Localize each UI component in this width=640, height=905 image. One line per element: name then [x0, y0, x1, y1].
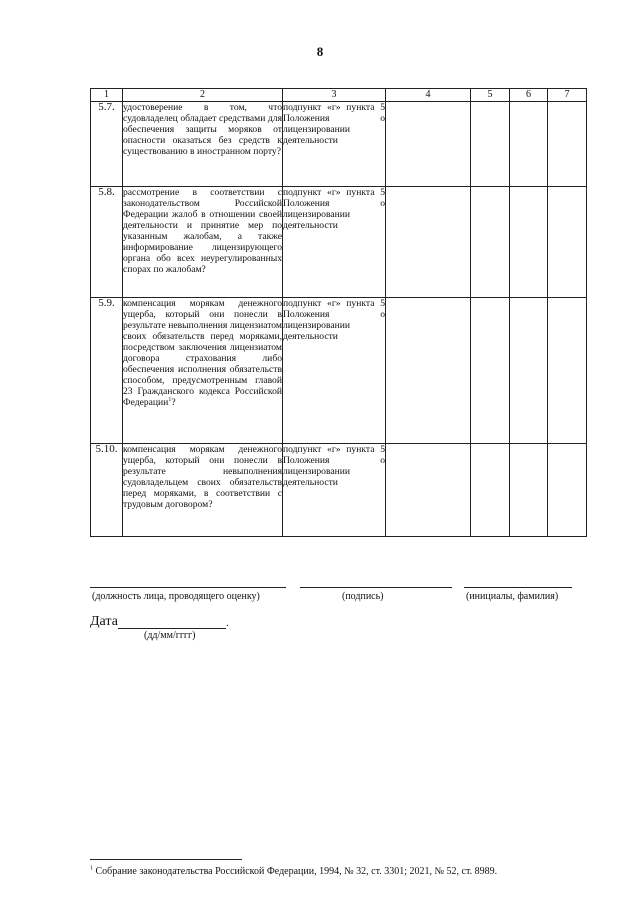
footnote-number: 1: [90, 865, 93, 872]
footnote: [90, 866, 497, 877]
question-text: компенсация морякам денежного ущерба, который они понесли в результате невыполнения лицензиатом своих обязательств перед моряками, посредством заключения лицензиатом договора страхования либо обеспечения исполнения обязательств способом, предусмотренным главой 23 Гражданского кодекса Российской Федерации: [123, 298, 282, 408]
table-row: [91, 298, 587, 444]
answer-cell[interactable]: [386, 444, 471, 537]
footnote-text: Собрание законодательства Российской Федерации, 1994, № 32, ст. 3301; 2021, № 52, ст. 8989.: [95, 866, 498, 877]
answer-cell[interactable]: [386, 298, 471, 444]
row-number: 5.7.: [91, 102, 123, 187]
table-row: [91, 444, 587, 537]
reference-cell: подпункт «г» пункта 5 Положения о лицензировании деятельности: [283, 444, 386, 537]
column-header: 5: [471, 89, 510, 102]
page-number: 8: [316, 44, 324, 59]
reference-cell: подпункт «г» пункта 5 Положения о лицензировании деятельности: [283, 187, 386, 298]
column-header: 7: [548, 89, 587, 102]
answer-cell[interactable]: [510, 187, 548, 298]
question-cell: [123, 298, 283, 444]
row-number: 5.9.: [91, 298, 123, 444]
answer-cell[interactable]: [471, 444, 510, 537]
answer-cell[interactable]: [386, 102, 471, 187]
date-input-line[interactable]: [118, 628, 226, 629]
row-number: 5.10.: [91, 444, 123, 537]
answer-cell[interactable]: [510, 298, 548, 444]
position-signature-line[interactable]: [90, 587, 286, 588]
question-cell: удостоверение в том, что судовладелец обладает средствами для обеспечения защиты моряков от опасности оказаться без средств к существованию в иностранном порту?: [123, 102, 283, 187]
answer-cell[interactable]: [386, 187, 471, 298]
answer-cell[interactable]: [471, 187, 510, 298]
reference-cell: подпункт «г» пункта 5 Положения о лицензировании деятельности: [283, 102, 386, 187]
answer-cell[interactable]: [471, 298, 510, 444]
column-header: 2: [123, 89, 283, 102]
answer-cell[interactable]: [471, 102, 510, 187]
footnote-marker: 1: [168, 396, 172, 403]
signature-label: (подпись): [342, 591, 384, 602]
question-cell: рассмотрение в соответствии с законодательством Российской Федерации жалоб в отношении своей деятельности и принятие мер по указанным жалобам, а также информирование лицензирующего органа обо всех неурегулированных спорах по жалобам?: [123, 187, 283, 298]
signature-line[interactable]: [300, 587, 452, 588]
reference-cell: подпункт «г» пункта 5 Положения о лицензировании деятельности: [283, 298, 386, 444]
column-header: 6: [510, 89, 548, 102]
table-row: [91, 102, 587, 187]
question-mark: ?: [171, 397, 176, 408]
position-label: (должность лица, проводящего оценку): [92, 591, 260, 602]
answer-cell[interactable]: [548, 102, 587, 187]
answer-cell[interactable]: [548, 298, 587, 444]
table-row: [91, 187, 587, 298]
date-dot: .: [226, 617, 229, 629]
column-header: 1: [91, 89, 123, 102]
answer-cell[interactable]: [548, 444, 587, 537]
footnote-divider: [90, 859, 242, 860]
answer-cell[interactable]: [548, 187, 587, 298]
row-number: 5.8.: [91, 187, 123, 298]
question-cell: компенсация морякам денежного ущерба, который они понесли в результате невыполнения судовладельцем своих обязательств перед моряками, в соответствии с трудовым договором?: [123, 444, 283, 537]
answer-cell[interactable]: [510, 444, 548, 537]
name-label: (инициалы, фамилия): [466, 591, 559, 602]
name-signature-line[interactable]: [464, 587, 572, 588]
checklist-table: [90, 88, 587, 537]
answer-cell[interactable]: [510, 102, 548, 187]
date-format-hint: (дд/мм/гггг): [144, 630, 196, 641]
column-header: 3: [283, 89, 386, 102]
date-label: Дата: [90, 614, 118, 629]
column-header: 4: [386, 89, 471, 102]
table-header-row: [91, 89, 587, 102]
